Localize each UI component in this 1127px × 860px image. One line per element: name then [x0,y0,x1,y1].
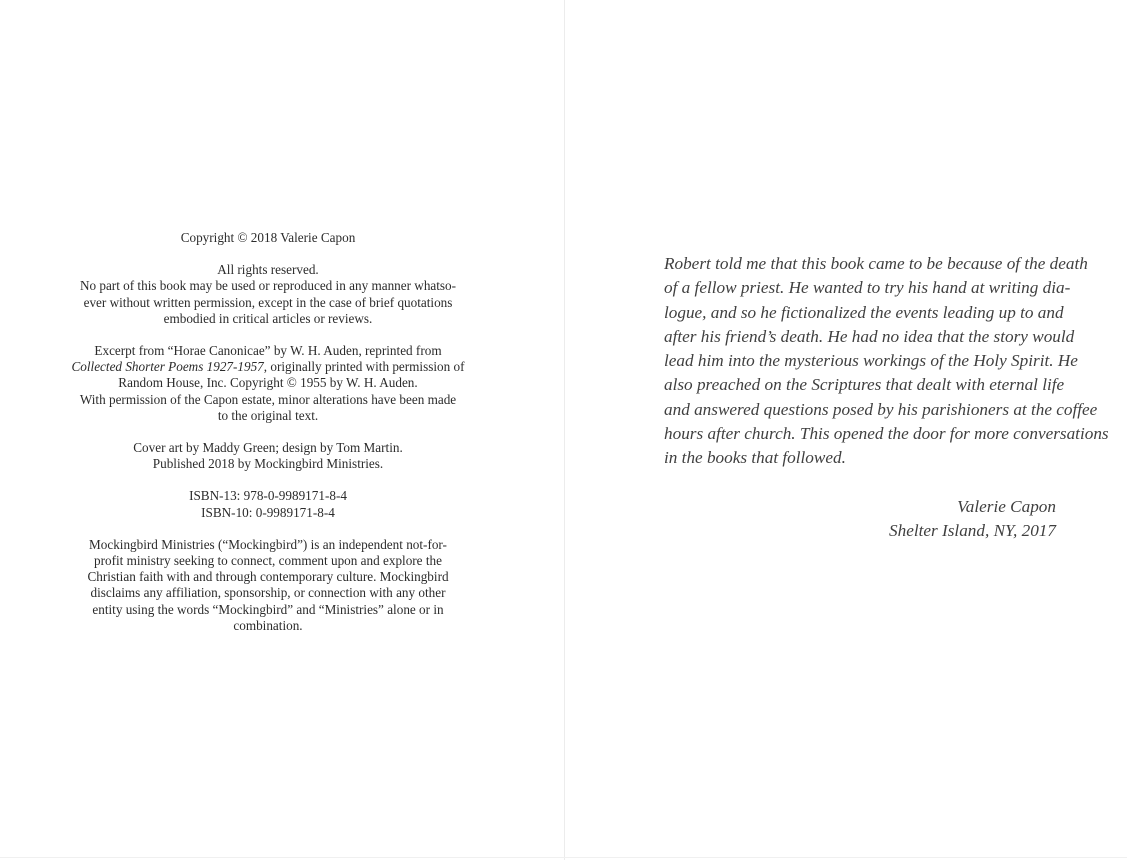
disclaimer-line: Christian faith with and through contemporary culture. Mockingbird [87,569,449,585]
bottom-edge [0,857,1127,858]
rights-line: All rights reserved. [217,262,319,278]
credit-line: Published 2018 by Mockingbird Ministries. [152,456,384,472]
credit-line: Cover art by Maddy Green; design by Tom Martin. [133,440,403,456]
dedication-text-block [664,252,1109,543]
isbn-10: ISBN-10: 0-9989171-8-4 [201,504,335,520]
rights-line: ever without written permission, except in the case of brief quotations [83,294,453,310]
excerpt-line [60,359,476,375]
rights-line: No part of this book may be used or reproduced in any manner whatso- [79,278,457,294]
book-title: Collected Shorter Poems 1927-1957 [71,359,264,375]
paragraph-line: hours after church. This opened the door for more conversations [664,424,1109,444]
paragraph-line: after his friend’s death. He had no idea that the story would [664,326,1075,346]
isbn-13: ISBN-13: 978-0-9989171-8-4 [189,488,347,504]
disclaimer-line: Mockingbird Ministries (“Mockingbird”) is an independent not-for- [89,536,447,552]
copyright-line: Copyright © 2018 Valerie Capon [180,230,356,245]
excerpt-permission [60,343,476,424]
dedication-page [565,0,1127,860]
isbn-block [60,488,476,520]
excerpt-line: Excerpt from “Horae Canonicae” by W. H. Auden, reprinted from [94,343,442,359]
paragraph-line: lead him into the mysterious workings of the Holy Spirit. He [664,351,1078,371]
signature-name: Valerie Capon [957,496,1056,516]
paragraph-line: and answered questions posed by his parishioners at the coffee [664,399,1098,419]
signature-place-date: Shelter Island, NY, 2017 [889,520,1056,540]
disclaimer-line: profit ministry seeking to connect, comment upon and explore the [94,553,442,569]
ministry-disclaimer [60,537,476,634]
rights-statement [60,262,476,327]
copyright-text-block [60,230,476,650]
paragraph-line: in the books that followed. [664,448,846,468]
disclaimer-line: entity using the words “Mockingbird” and “Ministries” alone or in [92,601,444,617]
disclaimer-line: disclaims any affiliation, sponsorship, or connection with any other [90,585,446,601]
excerpt-line: Random House, Inc. Copyright © 1955 by W. H. Auden. [118,375,418,391]
dedication-paragraph [664,252,1109,471]
paragraph-line: also preached on the Scriptures that dealt with eternal life [664,375,1065,395]
excerpt-line: With permission of the Capon estate, minor alterations have been made [79,391,457,407]
excerpt-line-rest: , originally printed with permission of [263,359,465,375]
paragraph-line: Robert told me that this book came to be because of the death [664,254,1088,273]
signature-block [664,495,1056,544]
paragraph-line: of a fellow priest. He wanted to try his hand at writing dia- [664,278,1071,298]
credits [60,440,476,472]
disclaimer-line: combination. [233,617,303,633]
rights-line: embodied in critical articles or reviews. [163,310,373,326]
copyright-notice [60,230,476,246]
excerpt-line: to the original text. [217,407,319,423]
paragraph-line: logue, and so he fictionalized the events leading up to and [664,302,1064,322]
